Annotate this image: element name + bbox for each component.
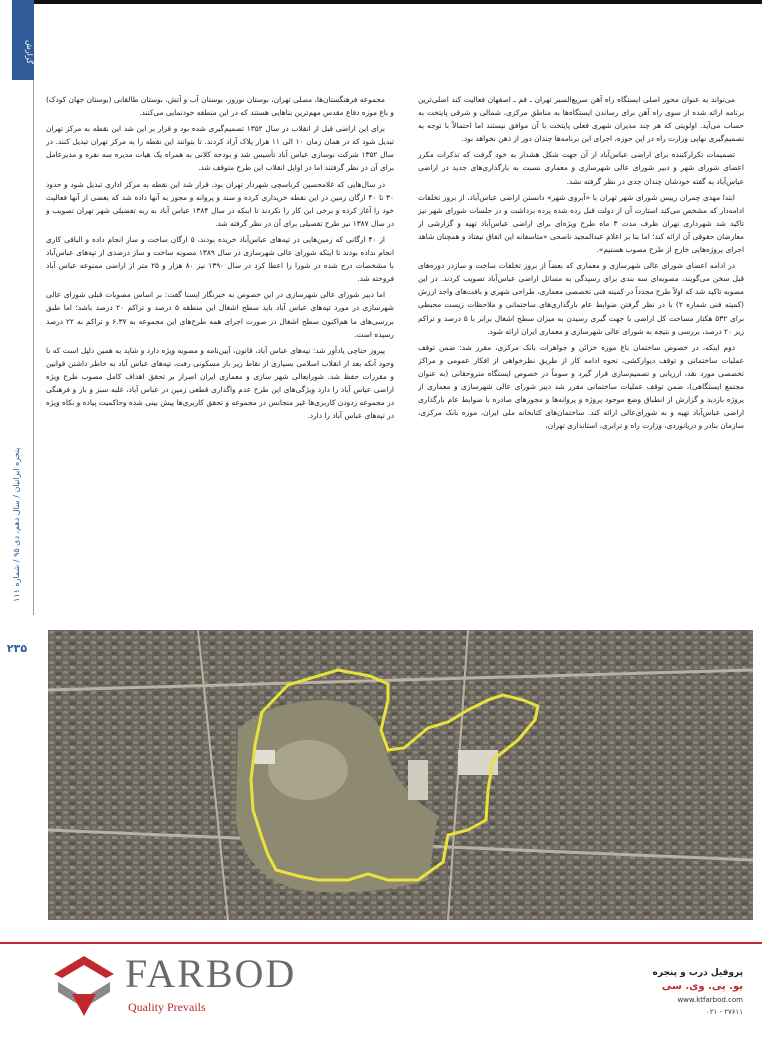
aerial-map-svg bbox=[48, 630, 753, 920]
ad-contact-box bbox=[618, 968, 743, 1038]
brand-tagline: Quality Prevails bbox=[128, 1000, 206, 1014]
ad-phone: ۰۲۱ - ۲۷۶۱۱ bbox=[705, 1008, 743, 1016]
right-column bbox=[418, 93, 744, 613]
paragraph: تصمیمات تکرارکننده برای اراضی عباس‌آباد از آن جهت شکل هشدار به خود گرفت که تذکرات مکرر اعضای شورای شهر و دبیر شورای عالی شهرسازی و معماری نسبت به بارگذاری‌های جدید در اراضی عباس‌آباد به گفته خودشان چندان جدی در نظر گرفته نشد. bbox=[418, 150, 744, 186]
paragraph: مجموعه فرهنگستان‌ها، مصلی تهران، بوستان نوروز، بوستان آب و آتش، بوستان طالقانی (بوستان جهان کودک) و باغ موزه دفاع مقدس مهم‌ترین بناهایی هستند که در این منطقه خودنمایی می‌کنند. bbox=[46, 95, 394, 118]
paragraph: دوم اینکه، در خصوص ساختمان باغ موزه خزائن و جواهرات بانک مرکزی، مقرر شد: ضمن توقف عملیات ساختمانی و توقف دیوارکشی، نحوه ادامه کار از طریق نظرخواهی از افکار عمومی و مراکز تخصصی مورد نقد، ارزیابی و تصمیم‌سازی قرار گیرد و سوماً در خصوص ایستگاه متروحقانی (به عنوان مجتمع ایستگاهی)، ضمن توقف عملیات ساختمانی مقرر شد دبیر شورای عالی شهرسازی و معماری از پروژه بازدید و گزارش از انطباق وضع موجود پروژه و پروانه‌ها و مجوزهای صادره با ضوابط عام بارگذاری اراضی عباس‌آباد تهیه و به شورای‌عالی ارائه کند. ساختمان‌های کتابخانه ملی ایران، موزه بانک مرکزی، سازمان بنادر و دریانوردی، وزارت راه و ترابری، استانداری تهران، bbox=[418, 342, 744, 431]
paragraph: برای این اراضی قبل از انقلاب در سال ۱۳۵۲ تصمیم‌گیری شده بود و قرار بر این شد این نقطه به مرکز تهران تبدیل شود که در همان زمان ۱۰ الی ۱۱ هزار پلاک آزاد کردند. تا بتوانند این نقطه را به مرکز تهران تبدیل کنند. در سال ۱۳۵۲ شرکت نوسازی عباس آباد تأسیس شد و بودجه کلانی به همراه یک هیات مدیره سه نفره و مدیرعامل برای آن در نظر گرفتند اما در اوایل انقلاب این طرح متوقف شد. bbox=[46, 124, 394, 173]
paragraph: ابتدا مهدی چمران رییس شورای شهر تهران با «آبروی شهر» دانستن اراضی عباس‌آباد، از بروز تخلفات ادامه‌دار که مشخص می‌کند استارت آن از دولت قبل زده شده پرده برداشت و در جلسات شورای شهر نیز تاکید شد شهرداری تهران ظرف مدت ۳ ماه طرح ویژه‌ای برای اراضی عباس‌آباد تهیه و گزارشی از معارضان حقوقی آن ارائه کند؛ اما بنا بر اعلام عبدالمجید ناصحی «متاسفانه این اتفاق نیفتاد و همچنان شاهد اجرای پروژه‌هایی خارج از طرح مصوب هستیم». bbox=[418, 192, 744, 255]
ad-website[interactable]: www.ktfarbod.com bbox=[677, 996, 743, 1004]
open-ground bbox=[268, 740, 348, 800]
section-tab-label: گزارش bbox=[25, 40, 34, 65]
paragraph: پیروز حناچی یادآور شد: تپه‌های عباس آباد، قانون، آیین‌نامه و مصوبه ویژه دارد و شاید به همین دلیل است که با وجود آنکه بعد از انقلاب اسلامی بسیاری از نقاط زیر بار مسکونی رفت، تپه‌های عباس آباد به خاطر داشتن قوانین و مقررات حفظ شد. شورایعالی شهر سازی و معماری ایران اصرار بر تحقق اهداف کامل مصوب طرح ویژه اراضی عباس آباد را دارد ویژگی‌های این طرح عدم واگذاری قطعی زمین در عباس آباد، غلبه سبز و باز و فرهنگی در مجموعه زدودن کاربری‌ها غیر متجانس در مجموعه و تحقق کاربری‌ها پیش بینی شده وحاکمیت پیاده و نکاه ویژه در تپه‌های عباس آباد را دارد. bbox=[46, 345, 394, 421]
paragraph: می‌تواند به عنوان محور اصلی ایستگاه راه آهن سریع‌السیر تهران ـ قم ـ اصفهان فعالیت کند اصلی‌ترین برنامه ارائه شده از سوی راه آهن برای رساندن ایستگاه‌ها به مناطق مرکزی، شمالی و شرقی پایتخت به حساب می‌آید. اولویتی که هر چند مدیران شهری فعلی پایتخت با آن موافق نیستند اما احتمالاً با توجه به تصمیم‌گیری نهایی وزارت راه در این حوزه، اجرای این برنامه‌ها چندان دور از ذهن نخواهد بود. bbox=[418, 95, 744, 144]
brand-name: FARBOD bbox=[125, 951, 297, 996]
building-block bbox=[253, 750, 275, 764]
ad-product-line: پروفیل درب و پنجره bbox=[652, 968, 743, 978]
paragraph: در سال‌هایی که غلامحسین کرباسچی شهردار تهران بود، قرار شد این نقطه به مرکز اداری تبدیل شود و حدود ۳۰ تا ۴۰ ارگان زمین در این نقطه خریداری کرده و سند و پروانه و مجوز به آنها داده شد که بعضی از آنها فعالیت خود را آغاز کرده و برخی این کار را نکردند تا اینکه در سال ۱۳۸۴ عباس آباد به ربه تفضیلی شهر تهران تصویب و در سال ۱۳۸۷ نیز طرح تفصیلی برای آن در نظر گرفته شد. bbox=[46, 179, 394, 228]
paragraph: اما دبیر شورای عالی شهرسازی در این خصوص به خبرنگار ایسنا گفت: بر اساس مصوبات قبلی شورای عالی شهرسازی در مورد تپه‌های عباس آباد باید سطح اشغال این منطقه ۵ درصد و تراکم ۲۰ درصد باشد؛ اما طبق بررسی‌های ما هم‌اکنون سطح اشغال در صورت اجرای همه طرح‌های این مجموعه به ۶.۳۷ و تراکم به ۲۲ درصد رسیده است. bbox=[46, 290, 394, 339]
page-number: ۲۳۵ bbox=[6, 642, 28, 655]
section-tab bbox=[12, 0, 34, 80]
magazine-issue-line: پنجره ایرانیان / سال دهم، دی ۹۵ / شماره ۱۱۱ bbox=[12, 447, 21, 603]
footer-divider bbox=[0, 942, 762, 944]
left-column bbox=[46, 93, 394, 613]
building-block bbox=[408, 760, 428, 800]
ad-product-type: یو. پی. وی. سی bbox=[661, 981, 743, 992]
aerial-map-image bbox=[48, 630, 753, 920]
farbod-logo-icon bbox=[48, 950, 120, 1022]
top-bar bbox=[33, 0, 762, 4]
paragraph: از ۴۰ ارگانی که زمین‌هایی در تپه‌های عباس‌آباد خریده بودند، ۵ ارگان ساخت و ساز انجام داده و الباقی کاری انجام نداده بودند تا اینکه شورای عالی شهرسازی در سال ۱۳۸۹ مصوبه ساخت و ساز درصدی از تپه‌های عباس‌آباد با مشخصات درج شده در شورا را اعطا کرد در سال ۱۳۹۰ نیز ۸۰ هزار و ۲۵ متر از اراضی ممنوعه عباس آباد فروخته شد. bbox=[46, 234, 394, 284]
paragraph: در ادامه اعضای شورای عالی شهرسازی و معماری که بعضاً از بروز تخلفات ساخت و سازدر دوره‌های قبل سخن می‌گویند، مصوبه‌ای سه بندی برای رسیدگی به مسائل اراضی عباس‌آباد تصویب کردند. در این مصوبه تاکید شد که اولاً طرح مجدداً در کمیته فنی تخصصی معماری، طراحی شهری و بافت‌های واجد ارزش (کمیته فنی شماره ۲) با در نظر گرفتن ضوابط عام بارگذاری‌های ساختمانی و ملاحظات زیست محیطی برای ۵۳۲ هکتار مساحت کل اراضی با جهت گیری رسیدن به میزان سطح اشغال برابر با ۵ درصد و تراکم زیر ۲۰ درصد، بررسی و نتیجه به شورای عالی شهرسازی و معماری ایران ارائه شود. bbox=[418, 261, 744, 336]
